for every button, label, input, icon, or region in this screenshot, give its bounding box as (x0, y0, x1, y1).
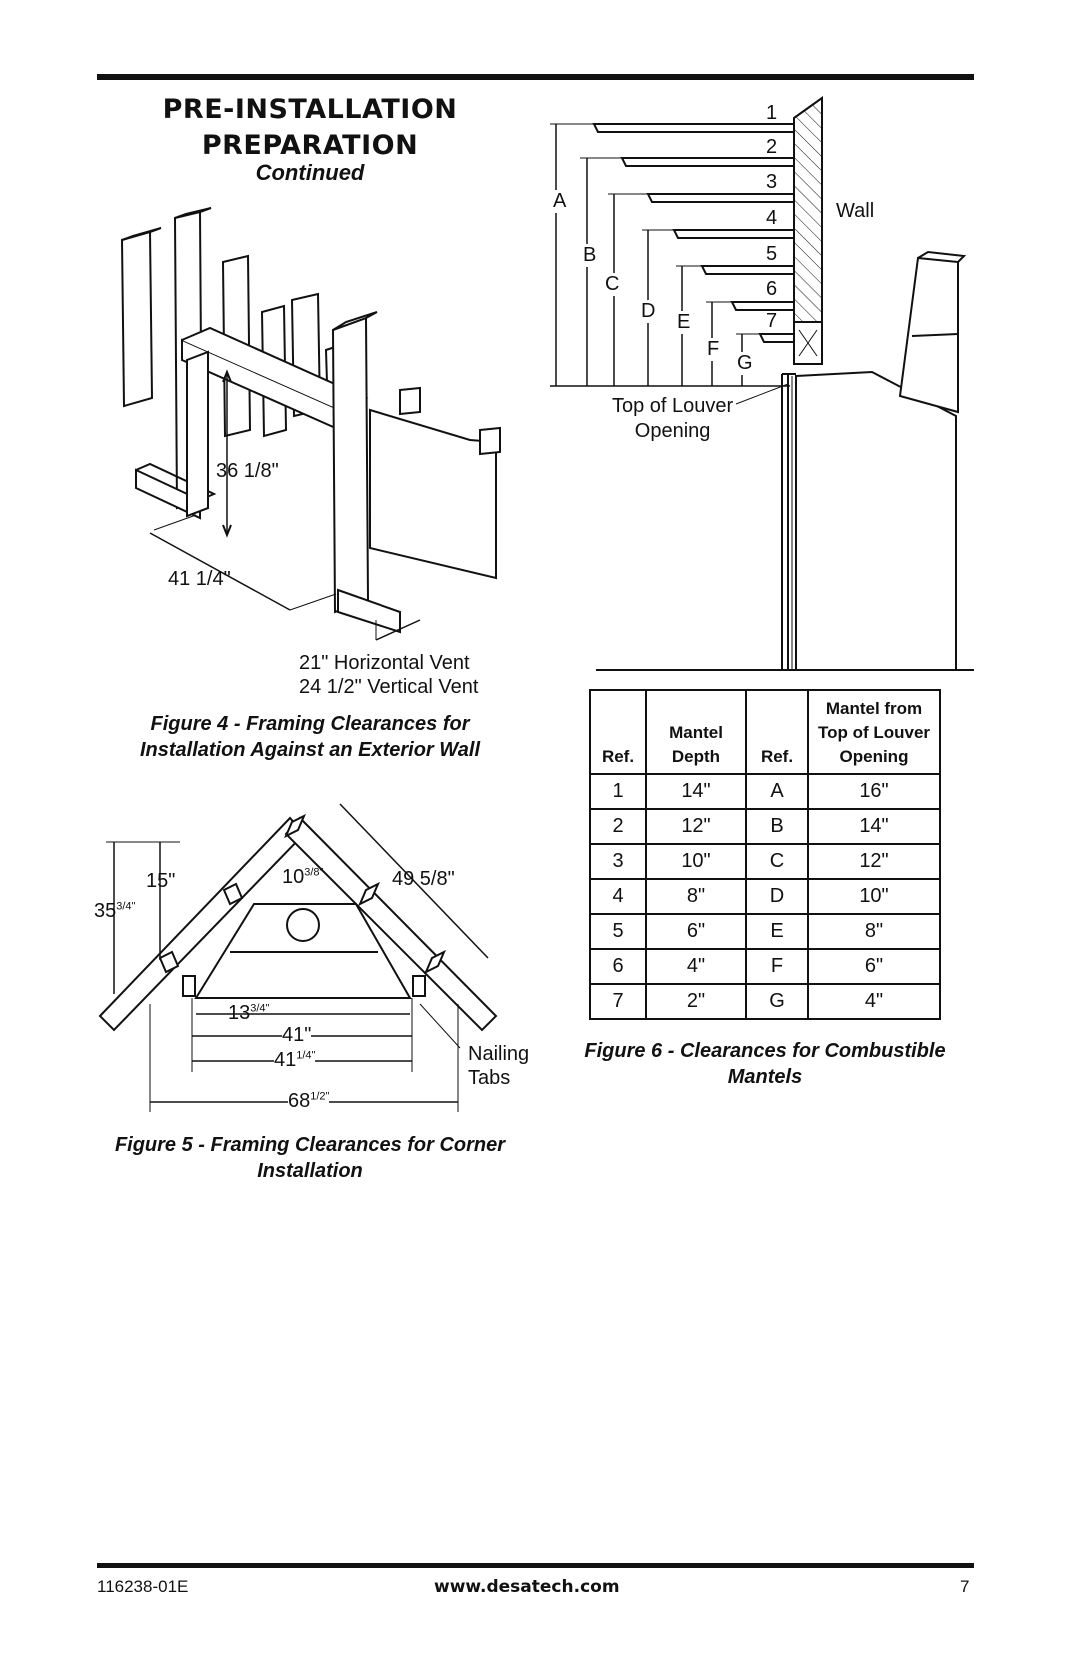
table-cell: 16" (808, 774, 940, 809)
table-cell: 14" (646, 774, 746, 809)
table-row (590, 984, 940, 1019)
table-cell: 6" (646, 914, 746, 949)
fig5-dim-68-main: 68 (288, 1090, 311, 1112)
figure-4-caption-line-1: Figure 4 - Framing Clearances for (150, 713, 470, 735)
fig4-dim-width: 41 1/4" (168, 568, 231, 590)
fig6-louver-line-1: Top of Louver (612, 395, 734, 417)
fig6-letter-e: E (677, 311, 691, 333)
table-cell: 5 (590, 914, 646, 949)
header-mantel-from-line-3: Opening (839, 747, 909, 766)
fig4-dim-height: 36 1/8" (216, 460, 279, 482)
mantel-clearance-table (589, 689, 941, 1020)
fig6-letter-c: C (605, 273, 620, 295)
header-ref-2 (746, 690, 808, 774)
table-cell: A (746, 774, 808, 809)
table-cell: 4 (590, 879, 646, 914)
footer-website-link[interactable]: www.desatech.com (434, 1577, 620, 1597)
table-row (590, 949, 940, 984)
fig6-wall-label: Wall (836, 200, 875, 222)
table-cell: 6 (590, 949, 646, 984)
heading-line-1: PRE-INSTALLATION (162, 94, 458, 125)
table-cell: 6" (808, 949, 940, 984)
header-ref-1-text: Ref. (601, 747, 635, 766)
fig6-mantel-number-5: 5 (766, 243, 778, 265)
table-cell: G (746, 984, 808, 1019)
table-cell: 3 (590, 844, 646, 879)
fig5-dim-41q-frac: 1/4" (296, 1049, 316, 1062)
table-row (590, 844, 940, 879)
figure-4-caption-line-2: Installation Against an Exterior Wall (139, 739, 481, 761)
fig5-dim-10-frac: 3/8" (304, 866, 324, 879)
figure-5-caption-line-2: Installation (257, 1160, 363, 1182)
header-ref-2-text: Ref. (760, 747, 794, 766)
header-mantel-from-line-2: Top of Louver (817, 723, 931, 742)
fig5-dim-10-main: 10 (282, 866, 305, 888)
fig6-louver-label (612, 394, 733, 444)
fig5-nailing-line-2: Tabs (468, 1067, 511, 1089)
fig5-dim-15: 15" (146, 870, 176, 892)
fig5-dim-68-frac: 1/2" (310, 1090, 330, 1103)
figure-6-caption-line-2: Mantels (727, 1066, 803, 1088)
heading-line-2: PREPARATION (201, 130, 419, 161)
table-cell: D (746, 879, 808, 914)
table-cell: 12" (808, 844, 940, 879)
table-cell: 2 (590, 809, 646, 844)
fig5-dim-49: 49 5/8" (392, 868, 455, 890)
table-cell: F (746, 949, 808, 984)
fig6-mantel-number-3: 3 (766, 171, 778, 193)
figure-6-caption (560, 1038, 970, 1090)
table-cell: 8" (808, 914, 940, 949)
table-row (590, 879, 940, 914)
table-cell: C (746, 844, 808, 879)
figure-6-caption-line-1: Figure 6 - Clearances for Combustible (584, 1040, 946, 1062)
table-cell: E (746, 914, 808, 949)
fig4-vent-vertical: 24 1/2" Vertical Vent (299, 676, 479, 698)
fig5-dim-41q-main: 41 (274, 1049, 297, 1071)
fig5-dim-41: 41" (282, 1024, 312, 1046)
fig6-letter-a: A (553, 190, 567, 212)
fig6-louver-line-2: Opening (634, 420, 711, 442)
figure-5-caption-line-1: Figure 5 - Framing Clearances for Corner (114, 1134, 506, 1156)
header-mantel-from-louver (808, 690, 940, 774)
fig6-mantel-number-7: 7 (766, 310, 778, 332)
table-cell: 14" (808, 809, 940, 844)
table-cell: 10" (646, 844, 746, 879)
footer-page-number: 7 (960, 1577, 970, 1596)
table-cell: 1 (590, 774, 646, 809)
header-mantel-depth-line-1: Mantel (669, 723, 723, 742)
fig6-mantel-number-2: 2 (766, 136, 778, 158)
fig6-letter-d: D (641, 300, 656, 322)
header-mantel-from-line-1: Mantel from (825, 699, 923, 718)
header-ref-1 (590, 690, 646, 774)
table-cell: 10" (808, 879, 940, 914)
table-header-row (590, 690, 940, 774)
table-row (590, 809, 940, 844)
fig6-letter-f: F (707, 338, 720, 360)
bottom-rule (97, 1563, 974, 1568)
footer-doc-number: 116238-01E (97, 1577, 189, 1596)
fig4-vent-horizontal: 21" Horizontal Vent (299, 652, 470, 674)
table-cell: B (746, 809, 808, 844)
table-cell: 2" (646, 984, 746, 1019)
table-cell: 4" (646, 949, 746, 984)
fig6-mantel-number-1: 1 (766, 102, 778, 124)
fig5-dim-35-frac: 3/4" (116, 900, 136, 913)
fig5-dim-13-frac: 3/4" (250, 1002, 270, 1015)
table-row (590, 914, 940, 949)
table-row (590, 774, 940, 809)
header-mantel-depth (646, 690, 746, 774)
table-cell: 7 (590, 984, 646, 1019)
table-cell: 12" (646, 809, 746, 844)
fig6-letter-g: G (737, 352, 753, 374)
fig6-mantel-number-4: 4 (766, 207, 778, 229)
fig5-nailing-line-1: Nailing (468, 1043, 530, 1065)
fig5-dim-13-main: 13 (228, 1002, 251, 1024)
fig6-letter-b: B (583, 244, 597, 266)
fig6-mantel-number-6: 6 (766, 278, 778, 300)
header-mantel-depth-line-2: Depth (671, 747, 721, 766)
table-cell: 8" (646, 879, 746, 914)
section-subheading: Continued (255, 160, 365, 185)
fig5-dim-35-main: 35 (94, 900, 117, 922)
table-cell: 4" (808, 984, 940, 1019)
